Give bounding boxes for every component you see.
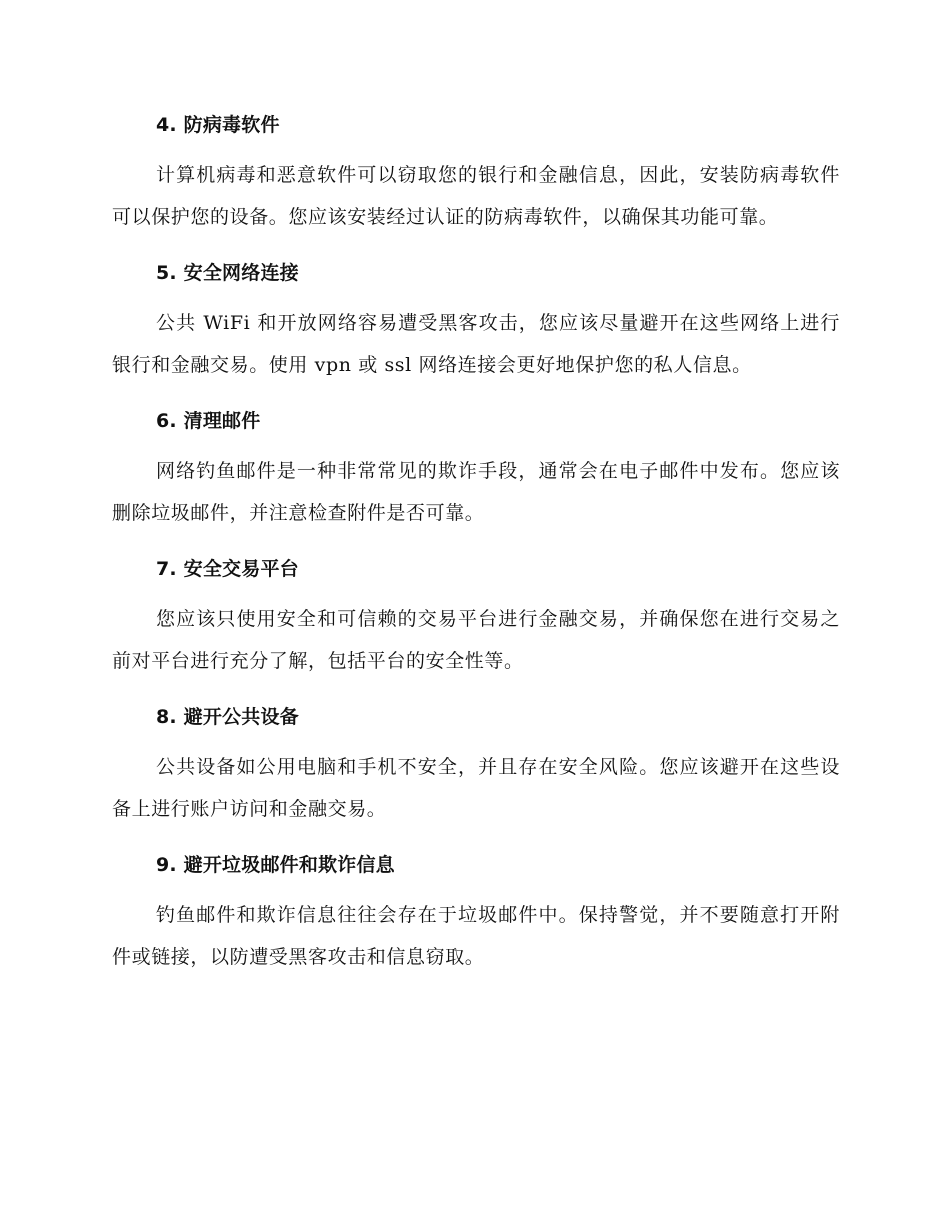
section-clean-email [112, 404, 840, 534]
section-paragraph: 公共设备如公用电脑和手机不安全，并且存在安全风险。您应该避开在这些设备上进行账户访问和金融交易。 [112, 756, 840, 820]
section-paragraph: 计算机病毒和恶意软件可以窃取您的银行和金融信息，因此，安装防病毒软件可以保护您的设备。您应该安装经过认证的防病毒软件，以确保其功能可靠。 [112, 164, 840, 228]
section-heading: 5. 安全网络连接 [156, 262, 299, 284]
section-paragraph: 您应该只使用安全和可信赖的交易平台进行金融交易，并确保您在进行交易之前对平台进行充分了解，包括平台的安全性等。 [112, 608, 840, 672]
section-heading: 4. 防病毒软件 [156, 114, 280, 136]
section-public-devices [112, 700, 840, 830]
section-heading: 8. 避开公共设备 [156, 706, 299, 728]
section-secure-platform [112, 552, 840, 682]
section-secure-network [112, 256, 840, 386]
section-paragraph: 钓鱼邮件和欺诈信息往往会存在于垃圾邮件中。保持警觉，并不要随意打开附件或链接，以防遭受黑客攻击和信息窃取。 [112, 904, 840, 968]
section-antivirus [112, 108, 840, 238]
section-paragraph: 公共 WiFi 和开放网络容易遭受黑客攻击，您应该尽量避开在这些网络上进行银行和金融交易。使用 vpn 或 ssl 网络连接会更好地保护您的私人信息。 [112, 312, 840, 376]
section-heading: 7. 安全交易平台 [156, 558, 299, 580]
section-heading: 6. 清理邮件 [156, 410, 261, 432]
document-page [112, 108, 840, 996]
section-spam-fraud [112, 848, 840, 978]
section-paragraph: 网络钓鱼邮件是一种非常常见的欺诈手段，通常会在电子邮件中发布。您应该删除垃圾邮件，并注意检查附件是否可靠。 [112, 460, 840, 524]
section-heading: 9. 避开垃圾邮件和欺诈信息 [156, 854, 395, 876]
